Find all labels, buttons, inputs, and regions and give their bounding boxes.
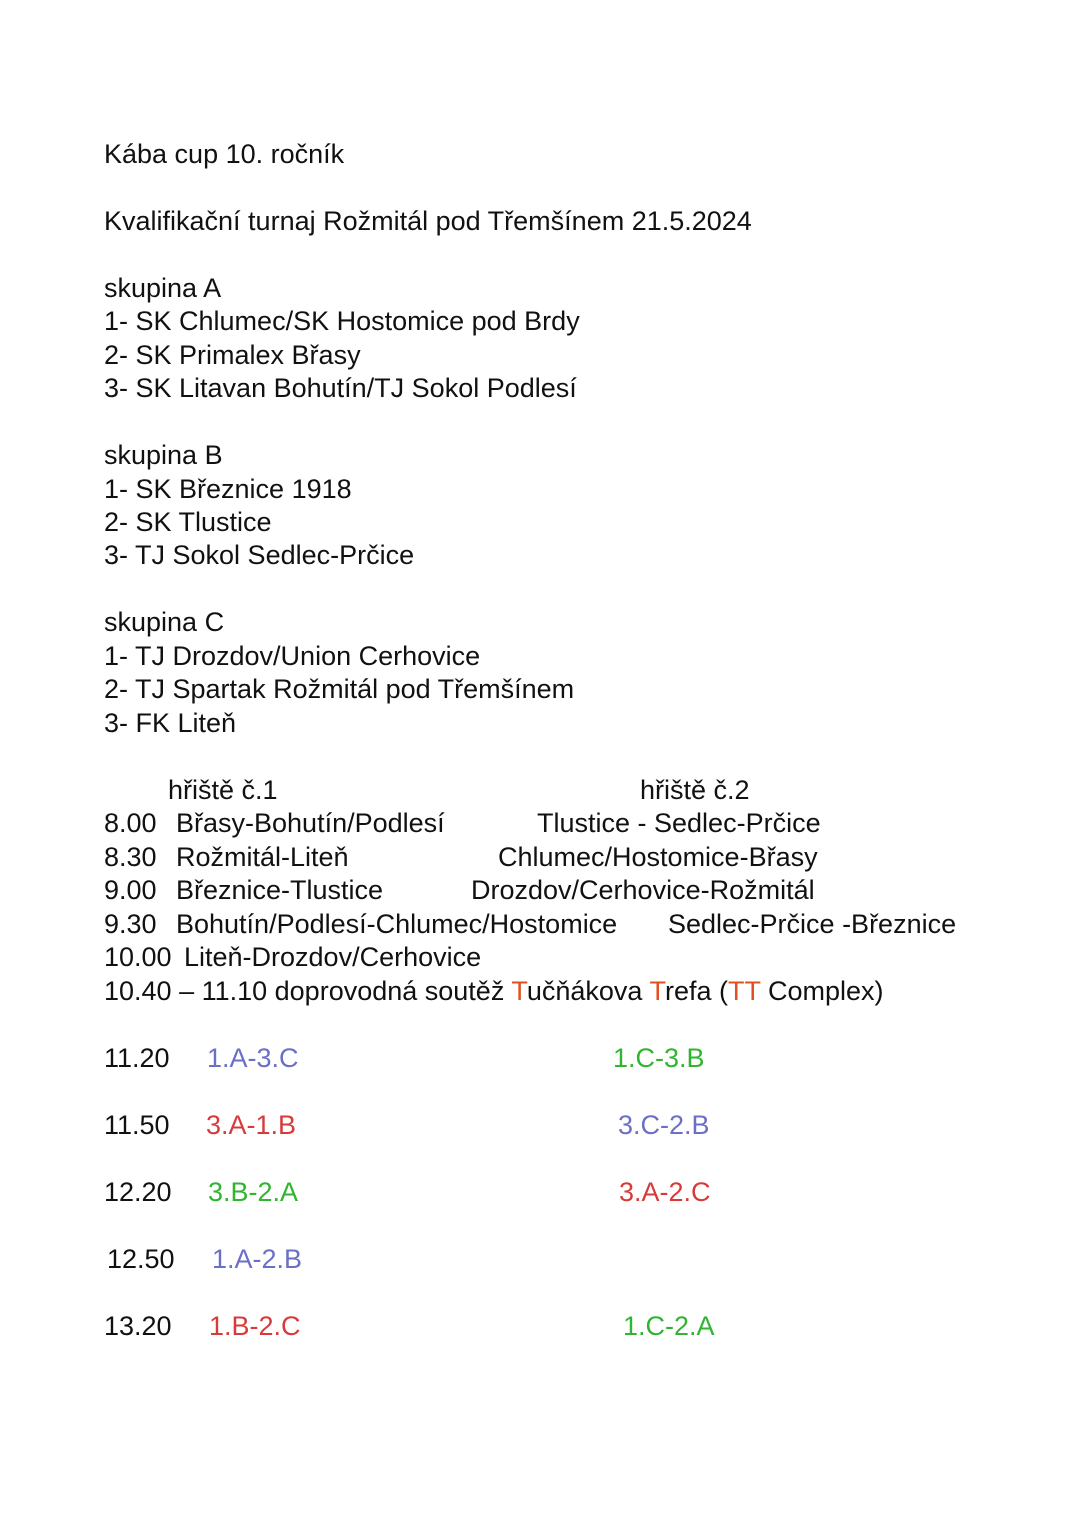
schedule-field-1-match: Bohutín/Podlesí-Chlumec/Hostomice — [176, 909, 618, 939]
playoff-time: 12.50 — [107, 1244, 175, 1274]
schedule-field-1-match: Březnice-Tlustice — [176, 875, 384, 905]
side-event-highlight: T — [649, 976, 665, 1006]
playoff-field-1-match: 1.A-2.B — [212, 1244, 303, 1274]
side-event-text: 10.40 – 11.10 doprovodná soutěž — [104, 976, 512, 1006]
side-event-highlight: T — [511, 976, 527, 1006]
playoff-field-2-match: 1.C-3.B — [613, 1043, 705, 1073]
schedule-field-2-match: Tlustice - Sedlec-Prčice — [537, 808, 821, 838]
group-c-heading: skupina C — [104, 607, 225, 637]
schedule-field-1-match: Rožmitál-Liteň — [176, 842, 349, 872]
schedule-field-2-match: Drozdov/Cerhovice-Rožmitál — [471, 875, 815, 905]
side-event-highlight: TT — [727, 976, 761, 1006]
document-subtitle: Kvalifikační turnaj Rožmitál pod Třemšínem 21.5.2024 — [104, 206, 752, 236]
document-title: Kába cup 10. ročník — [104, 139, 345, 169]
playoff-time: 11.20 — [104, 1043, 170, 1073]
field-2-header: hřiště č.2 — [640, 775, 750, 805]
playoff-time: 12.20 — [104, 1177, 172, 1207]
group-b-team-1: 1- SK Březnice 1918 — [104, 474, 352, 504]
playoff-field-2-match: 3.A-2.C — [619, 1177, 711, 1207]
group-b-team-3: 3- TJ Sokol Sedlec-Prčice — [104, 540, 415, 570]
schedule-time: 9.30 — [104, 909, 157, 939]
playoff-field-2-match: 1.C-2.A — [623, 1311, 715, 1341]
group-c-team-3: 3- FK Liteň — [104, 708, 237, 738]
playoff-time: 11.50 — [104, 1110, 170, 1140]
schedule-time: 8.30 — [104, 842, 157, 872]
group-c-team-1: 1- TJ Drozdov/Union Cerhovice — [104, 641, 481, 671]
schedule-time: 9.00 — [104, 875, 157, 905]
side-event-text: refa ( — [664, 976, 728, 1006]
group-b-heading: skupina B — [104, 440, 223, 470]
group-a-team-3: 3- SK Litavan Bohutín/TJ Sokol Podlesí — [104, 373, 577, 403]
group-b-team-2: 2- SK Tlustice — [104, 507, 272, 537]
group-a-heading: skupina A — [104, 273, 222, 303]
group-a-team-2: 2- SK Primalex Břasy — [104, 340, 361, 370]
group-c-team-2: 2- TJ Spartak Rožmitál pod Třemšínem — [104, 674, 575, 704]
schedule-field-1-match: Liteň-Drozdov/Cerhovice — [184, 942, 482, 972]
schedule-field-2-match: Chlumec/Hostomice-Břasy — [498, 842, 818, 872]
playoff-field-1-match: 3.B-2.A — [208, 1177, 299, 1207]
playoff-field-2-match: 3.C-2.B — [618, 1110, 710, 1140]
playoff-field-1-match: 1.B-2.C — [209, 1311, 301, 1341]
side-event-text: učňákova — [526, 976, 650, 1006]
group-a-team-1: 1- SK Chlumec/SK Hostomice pod Brdy — [104, 306, 580, 336]
schedule-field-2-match: Sedlec-Prčice -Březnice — [668, 909, 957, 939]
playoff-field-1-match: 3.A-1.B — [206, 1110, 297, 1140]
schedule-time: 8.00 — [104, 808, 157, 838]
schedule-time: 10.00 — [104, 942, 172, 972]
playoff-field-1-match: 1.A-3.C — [207, 1043, 299, 1073]
side-event-line — [104, 974, 884, 1008]
field-1-header: hřiště č.1 — [168, 775, 278, 805]
schedule-field-1-match: Břasy-Bohutín/Podlesí — [176, 808, 445, 838]
playoff-time: 13.20 — [104, 1311, 172, 1341]
side-event-text: Complex) — [760, 976, 884, 1006]
